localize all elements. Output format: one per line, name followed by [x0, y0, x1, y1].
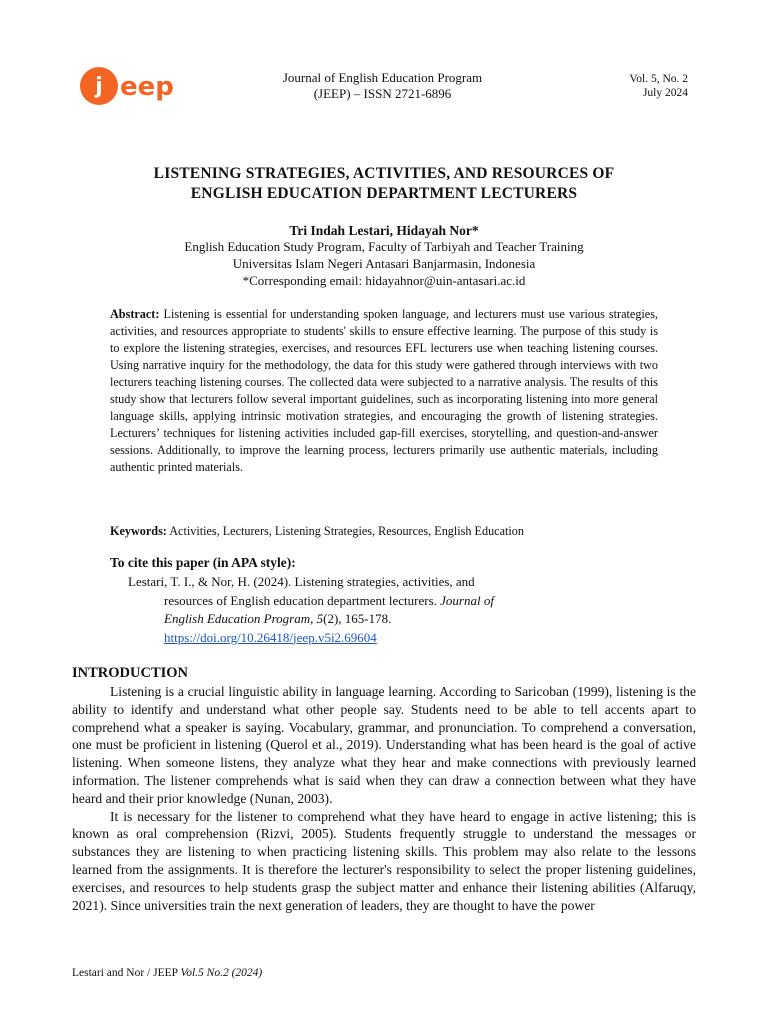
journal-issn: (JEEP) – ISSN 2721-6896: [313, 86, 452, 101]
footer-issue: Vol.5 No.2 (2024): [180, 967, 263, 979]
citation-heading: To cite this paper (in APA style):: [110, 555, 296, 570]
citation: [128, 573, 608, 647]
introduction-body: [72, 683, 696, 914]
abstract-label: Abstract:: [110, 307, 160, 321]
introduction-heading: INTRODUCTION: [72, 665, 189, 681]
volume-number: Vol. 5, No. 2: [629, 73, 688, 85]
title-line-1: LISTENING STRATEGIES, ACTIVITIES, AND RESOURCES OF: [153, 165, 615, 182]
doi-link[interactable]: https://doi.org/10.26418/jeep.v5i2.69604: [164, 629, 377, 645]
paper-title: [72, 164, 696, 204]
citation-line-3: [128, 610, 608, 629]
svg-text:j: j: [95, 74, 103, 99]
journal-title: Journal of English Education Program: [282, 70, 483, 85]
keywords: [110, 523, 670, 540]
abstract: [110, 306, 658, 476]
citation-doi-line: [128, 629, 608, 648]
keywords-text: Activities, Lecturers, Listening Strategies, Resources, English Education: [169, 524, 524, 538]
title-line-2: ENGLISH EDUCATION DEPARTMENT LECTURERS: [190, 185, 578, 202]
footer-authors: Lestari and Nor / JEEP: [72, 967, 178, 979]
citation-journal-part1: Journal of: [440, 592, 494, 608]
citation-article-title: resources of English education department lecturers.: [164, 592, 437, 608]
abstract-text: Listening is essential for understanding spoken language, and lecturers must use various strategies, activities, and resources appropriate to students' skills to ensure effective learning. The purpose of this study is to explore the listening strategies, exercises, and resources EFL lecturers use when teaching listening courses. Using narrative inquiry for the methodology, the data for this study were gathered through interviews with two lecturers teaching listening courses. The collected data were subjected to a narrative analysis. The results of this study show that lecturers follow several important guidelines, such as incorporating listening into more general language skills, applying intrinsic motivation strategies, and encouraging the growth of listening strategies. Lecturers’ techniques for listening activities included gap-fill exercises, storytelling, and question-and-answer sessions. Additionally, to improve the learning process, lecturers primarily use authentic materials, including authentic printed materials.: [110, 307, 659, 474]
citation-line-2: [128, 592, 608, 611]
affiliation-university: Universitas Islam Negeri Antasari Banjarmasin, Indonesia: [232, 256, 536, 271]
page-footer: [72, 966, 262, 980]
citation-pages: (2), 165-178.: [323, 611, 392, 626]
author-list: Tri Indah Lestari, Hidayah Nor*: [289, 223, 479, 238]
affiliation: [72, 238, 696, 289]
keywords-label: Keywords:: [110, 524, 167, 538]
issue-date: July 2024: [642, 87, 688, 99]
volume-info: [568, 72, 688, 100]
intro-paragraph-1: Listening is a crucial linguistic ability in language learning. According to Saricoban (1999), listening is the ability to identify and understand what other people say. Students need to be able to tell accents apart to comprehend what a speaker is saying. Vocabulary, grammar, and pronunciation. To comprehend a conversation, one must be proficient in listening (Querol et al., 2019). Understanding what has been heard is the goal of active listening. When someone listens, they analyze what they hear and make connections with previously learned information. The listener comprehends what is said when they can draw a connection between what they have heard and their prior knowledge (Nunan, 2003).: [72, 684, 696, 806]
journal-name: [210, 70, 555, 102]
corresponding-email: *Corresponding email: hidayahnor@uin-antasari.ac.id: [242, 273, 526, 288]
svg-text:eep: eep: [120, 72, 174, 102]
citation-journal-part2: English Education Program, 5: [164, 611, 324, 626]
jeep-logo: [78, 62, 178, 112]
intro-paragraph-2: It is necessary for the listener to comprehend what they have heard to engage in active listening; this is known as oral comprehension (Rizvi, 2005). Students frequently struggle to understand the messages or substances they are listening to when practicing listening skills. This problem may also relate to the lessons learned from the assignments. It is therefore the lecturer's responsibility to select the proper listening guidelines, exercises, and resources to help students grasp the subject matter and enhance their listening abilities (Alfaruqy, 2021). Since universities train the next generation of leaders, they are thought to have the power: [72, 808, 696, 913]
affiliation-program: English Education Study Program, Faculty of Tarbiyah and Teacher Training: [184, 239, 584, 254]
citation-line-1: Lestari, T. I., & Nor, H. (2024). Listening strategies, activities, and: [128, 574, 475, 589]
